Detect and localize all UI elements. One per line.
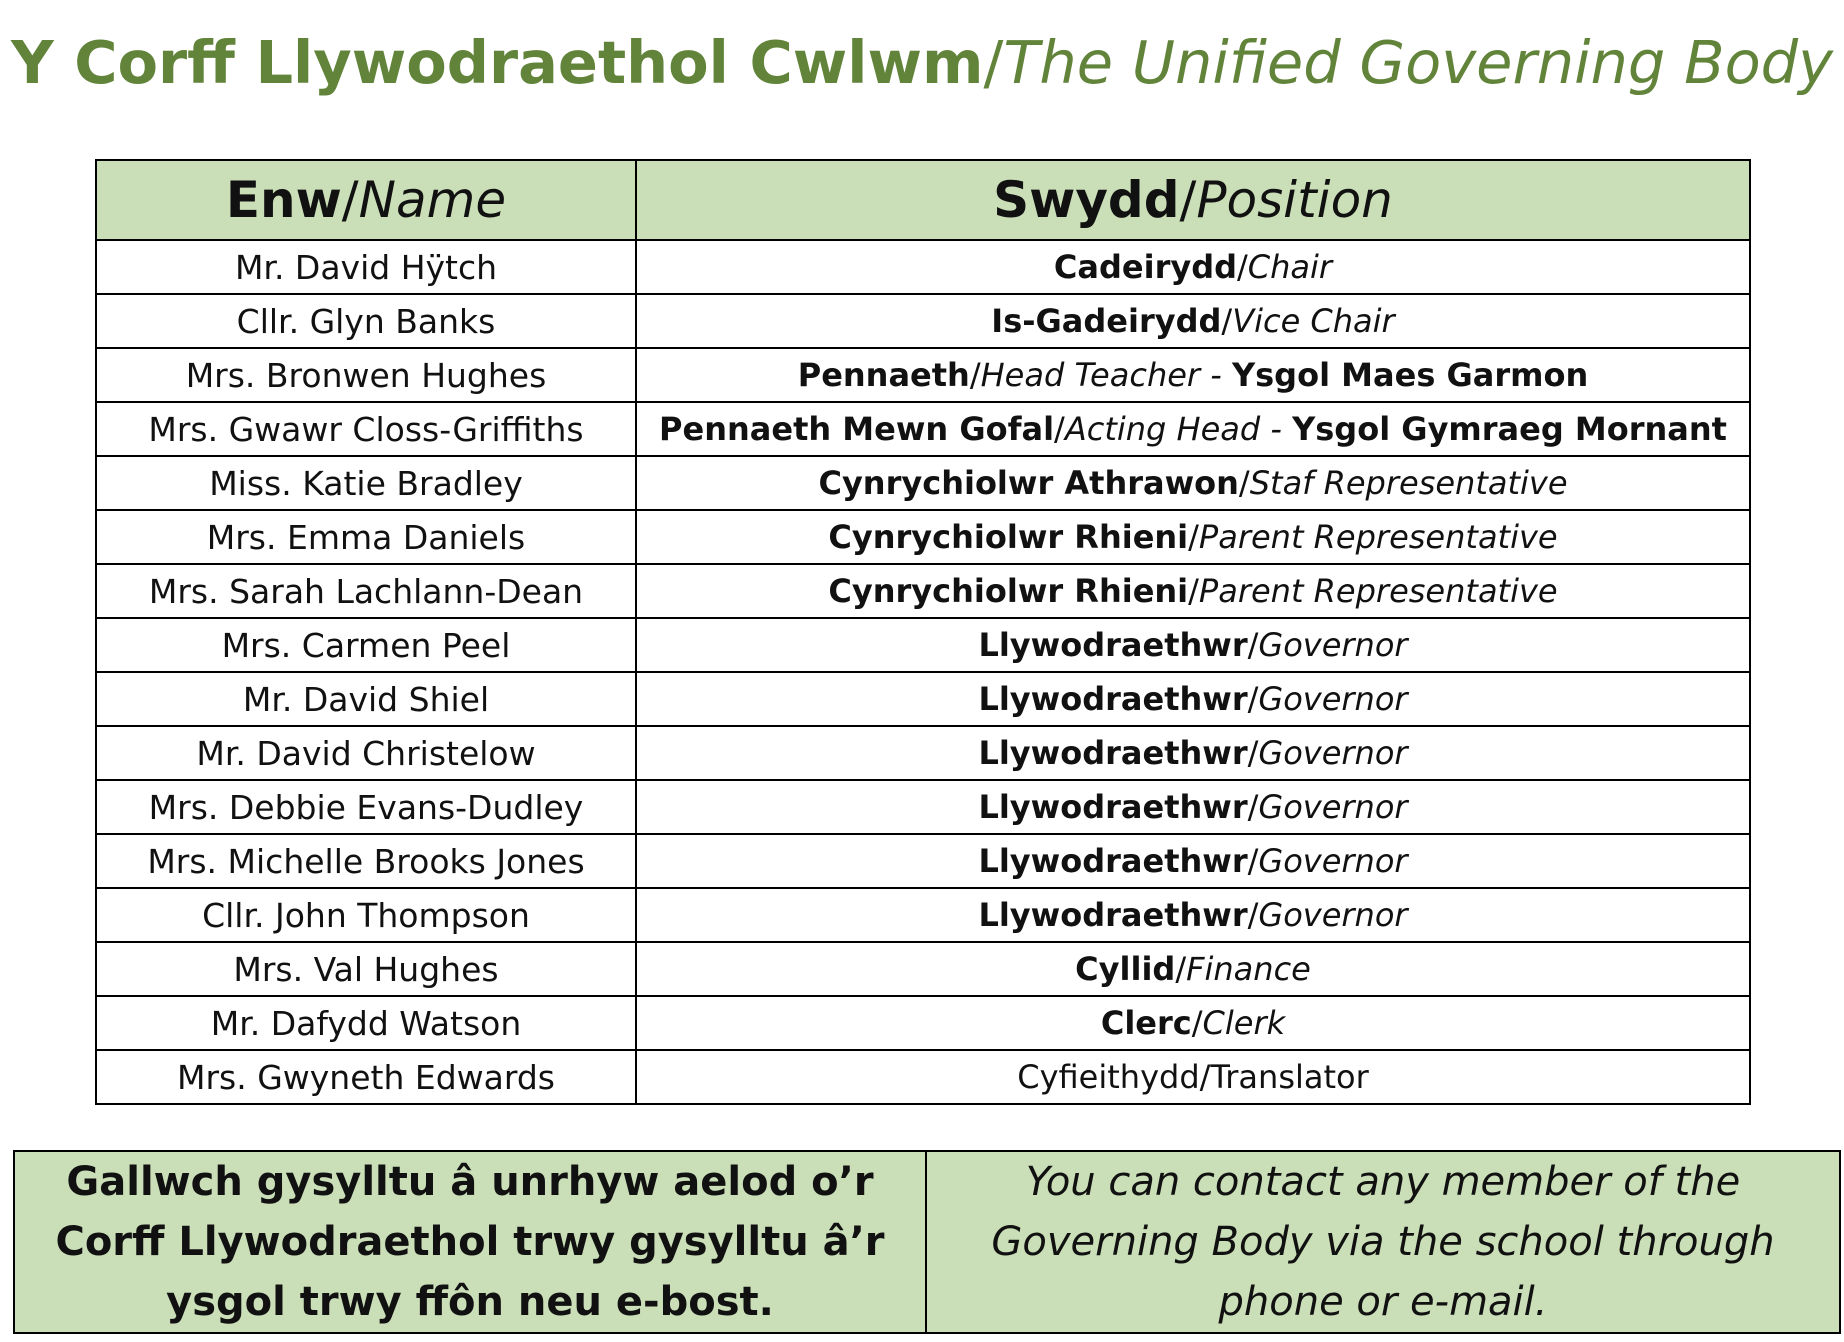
page-title-welsh: Y Corff Llywodraethol Cwlwm xyxy=(10,28,984,97)
member-name: Mrs. Sarah Lachlann-Dean xyxy=(96,564,636,618)
contact-row xyxy=(14,1151,1840,1333)
position-welsh: Cynrychiolwr Athrawon xyxy=(818,464,1239,502)
member-name: Mrs. Debbie Evans-Dudley xyxy=(96,780,636,834)
member-name: Mrs. Bronwen Hughes xyxy=(96,348,636,402)
position-english: Parent Representative xyxy=(1198,518,1558,556)
position-english: Staf Representative xyxy=(1249,464,1568,502)
position-welsh: Cynrychiolwr Rhieni xyxy=(828,572,1189,610)
column-header-position-separator: / xyxy=(1179,171,1197,229)
position-english: Governor xyxy=(1258,896,1408,934)
member-position: Cyfieithydd/Translator xyxy=(636,1050,1750,1104)
table-row xyxy=(96,240,1750,294)
governors-table xyxy=(95,159,1751,1105)
member-position xyxy=(636,456,1750,510)
position-separator: / xyxy=(969,356,981,394)
position-separator: / xyxy=(1237,248,1248,286)
member-name: Cllr. John Thompson xyxy=(96,888,636,942)
position-separator: / xyxy=(1247,680,1259,718)
position-separator: / xyxy=(1175,950,1187,988)
member-position xyxy=(636,726,1750,780)
column-header-position xyxy=(636,160,1750,240)
position-separator: / xyxy=(1188,572,1199,610)
position-separator: / xyxy=(1247,896,1259,934)
table-row xyxy=(96,942,1750,996)
position-welsh: Pennaeth xyxy=(797,356,970,394)
member-position xyxy=(636,402,1750,456)
member-name: Mrs. Gwawr Closs-Griffiths xyxy=(96,402,636,456)
table-row xyxy=(96,780,1750,834)
member-name: Mr. David Hÿtch xyxy=(96,240,636,294)
table-row xyxy=(96,402,1750,456)
position-separator: / xyxy=(1054,410,1065,448)
position-welsh: Llywodraethwr xyxy=(978,626,1248,664)
member-position xyxy=(636,672,1750,726)
position-welsh: Cyllid xyxy=(1075,950,1176,988)
member-position xyxy=(636,294,1750,348)
position-welsh: Llywodraethwr xyxy=(978,896,1248,934)
contact-text-english: You can contact any member of the Governing Body via the school through phone or e-mail. xyxy=(926,1151,1840,1333)
member-position xyxy=(636,618,1750,672)
position-english: Governor xyxy=(1258,626,1408,664)
position-english: Finance xyxy=(1186,950,1311,988)
position-english: Governor xyxy=(1258,842,1408,880)
member-name: Miss. Katie Bradley xyxy=(96,456,636,510)
table-row xyxy=(96,888,1750,942)
contact-text-welsh: Gallwch gysylltu â unrhyw aelod o’r Corff Llywodraethol trwy gysylltu â’r ysgol trwy ffôn neu e-bost. xyxy=(14,1151,926,1333)
table-row xyxy=(96,672,1750,726)
position-english: Governor xyxy=(1258,734,1408,772)
column-header-position-welsh: Swydd xyxy=(993,171,1180,229)
position-english: Chair xyxy=(1247,248,1333,286)
page-title xyxy=(0,18,1844,108)
member-position xyxy=(636,240,1750,294)
member-name: Mrs. Emma Daniels xyxy=(96,510,636,564)
member-name: Mr. David Shiel xyxy=(96,672,636,726)
position-school: Ysgol Gymraeg Mornant xyxy=(1292,410,1727,448)
position-separator: / xyxy=(1247,626,1259,664)
member-name: Mrs. Gwyneth Edwards xyxy=(96,1050,636,1104)
table-row xyxy=(96,996,1750,1050)
position-english: Clerk xyxy=(1202,1004,1286,1042)
position-welsh: Is-Gadeirydd xyxy=(991,302,1222,340)
position-welsh: Llywodraethwr xyxy=(978,788,1248,826)
position-welsh: Llywodraethwr xyxy=(978,734,1248,772)
table-row xyxy=(96,510,1750,564)
position-welsh: Llywodraethwr xyxy=(978,842,1248,880)
position-separator: / xyxy=(1221,302,1233,340)
member-position xyxy=(636,834,1750,888)
position-separator: / xyxy=(1247,788,1259,826)
contact-box xyxy=(13,1150,1841,1334)
position-english: Parent Representative xyxy=(1198,572,1558,610)
position-welsh: Cadeirydd xyxy=(1053,248,1238,286)
member-name: Mr. Dafydd Watson xyxy=(96,996,636,1050)
position-welsh: Cynrychiolwr Rhieni xyxy=(828,518,1189,556)
member-name: Mrs. Michelle Brooks Jones xyxy=(96,834,636,888)
table-row xyxy=(96,726,1750,780)
member-name: Mrs. Carmen Peel xyxy=(96,618,636,672)
column-header-name-separator: / xyxy=(341,171,359,229)
position-separator: / xyxy=(1247,734,1259,772)
table-row xyxy=(96,294,1750,348)
table-row xyxy=(96,564,1750,618)
table-row xyxy=(96,1050,1750,1104)
column-header-position-english: Position xyxy=(1196,171,1393,229)
table-row xyxy=(96,834,1750,888)
member-position xyxy=(636,780,1750,834)
column-header-name xyxy=(96,160,636,240)
member-position xyxy=(636,996,1750,1050)
member-name: Cllr. Glyn Banks xyxy=(96,294,636,348)
member-name: Mrs. Val Hughes xyxy=(96,942,636,996)
position-english: Governor xyxy=(1258,788,1408,826)
member-position xyxy=(636,348,1750,402)
position-welsh: Clerc xyxy=(1100,1004,1192,1042)
position-separator: / xyxy=(1238,464,1250,502)
member-position xyxy=(636,888,1750,942)
column-header-name-welsh: Enw xyxy=(225,171,342,229)
position-separator: / xyxy=(1191,1004,1203,1042)
member-position xyxy=(636,564,1750,618)
position-welsh: Pennaeth Mewn Gofal xyxy=(659,410,1055,448)
position-separator: / xyxy=(1247,842,1259,880)
position-school: Ysgol Maes Garmon xyxy=(1231,356,1589,394)
page-title-separator: / xyxy=(983,28,1004,97)
member-name: Mr. David Christelow xyxy=(96,726,636,780)
member-position xyxy=(636,510,1750,564)
column-header-name-english: Name xyxy=(358,171,507,229)
position-english: Acting Head - xyxy=(1064,410,1293,448)
table-row xyxy=(96,348,1750,402)
position-english: Vice Chair xyxy=(1232,302,1395,340)
table-header-row xyxy=(96,160,1750,240)
table-row xyxy=(96,456,1750,510)
position-welsh: Llywodraethwr xyxy=(978,680,1248,718)
position-separator: / xyxy=(1188,518,1199,556)
member-position xyxy=(636,942,1750,996)
position-english: Head Teacher - xyxy=(980,356,1232,394)
position-english: Governor xyxy=(1258,680,1408,718)
page-title-english: The Unified Governing Body xyxy=(1003,28,1834,97)
table-row xyxy=(96,618,1750,672)
